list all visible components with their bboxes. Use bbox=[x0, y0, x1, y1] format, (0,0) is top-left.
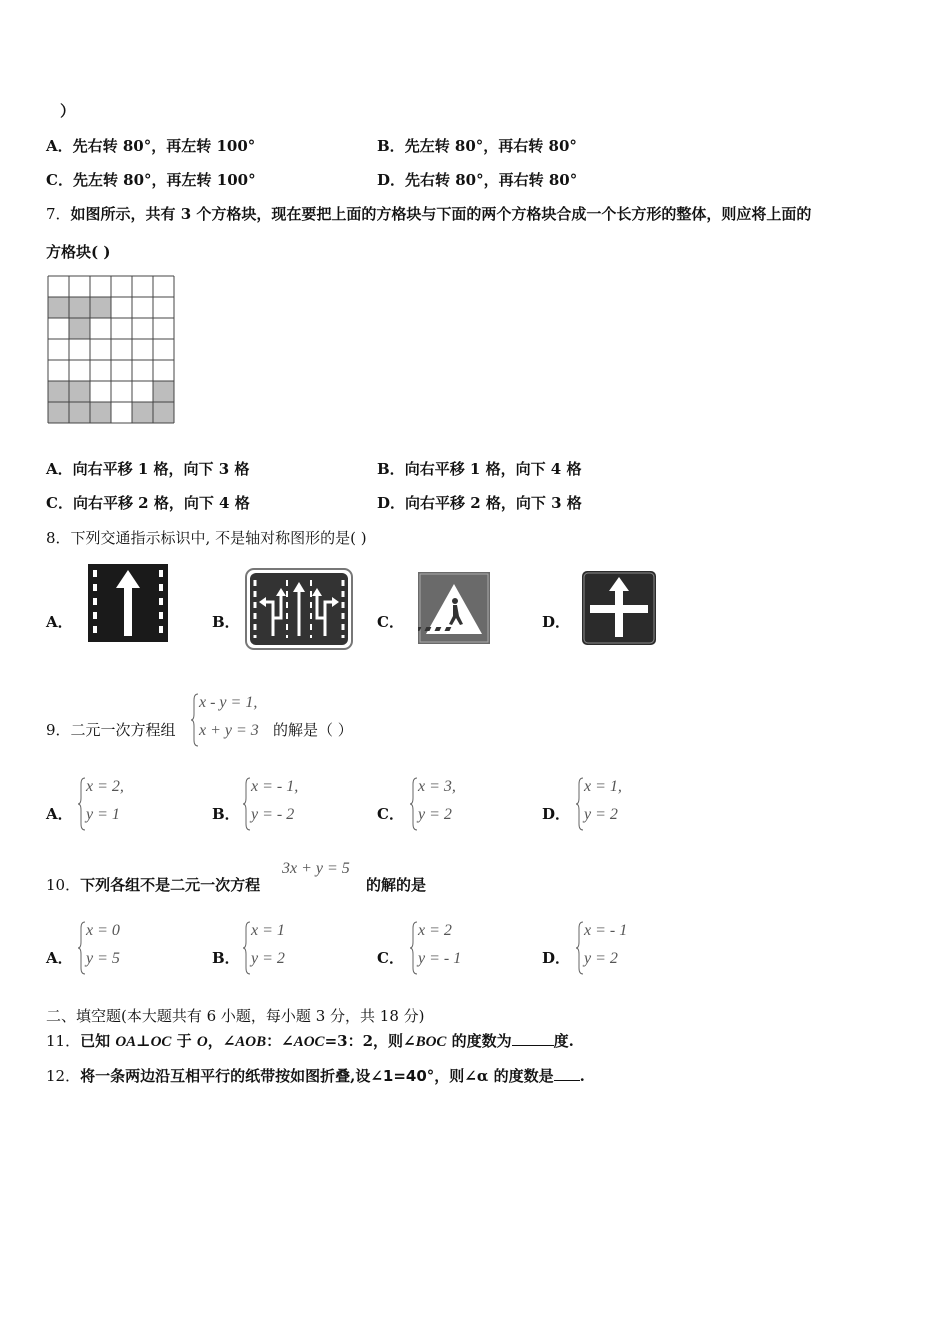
q6-option-c bbox=[46, 169, 256, 190]
option-label: D． bbox=[377, 494, 406, 512]
q9-stem-start bbox=[46, 719, 176, 740]
question-number: 8． bbox=[46, 529, 71, 547]
grid-cell bbox=[90, 297, 111, 318]
q9-stem-end: 的解是（ ） bbox=[273, 721, 353, 739]
option-label: B． bbox=[377, 137, 405, 155]
crossroad-sign-icon bbox=[582, 571, 656, 645]
q11-text-part: ，∠ bbox=[207, 1032, 236, 1050]
grid-cell bbox=[132, 402, 153, 423]
q12-text-part: ，则∠α 的度数是 bbox=[434, 1067, 554, 1085]
question-number: 12． bbox=[46, 1067, 81, 1085]
option-text: 向右平移 1 格，向下 4 格 bbox=[404, 460, 582, 478]
q11-math: AOC bbox=[293, 1034, 325, 1050]
grid-cell bbox=[48, 402, 69, 423]
q9-option-c-system bbox=[410, 776, 490, 832]
option-label: C． bbox=[46, 494, 73, 512]
straight-arrow-lane-sign-icon bbox=[88, 564, 168, 642]
answer-blank[interactable] bbox=[554, 1066, 580, 1081]
q11-math: OC bbox=[150, 1034, 172, 1050]
system-eq1: x = 2 bbox=[418, 922, 452, 939]
system-eq2: y = 2 bbox=[584, 806, 618, 823]
q10-stem-text: 下列各组不是二元一次方程 bbox=[80, 876, 261, 894]
q11-text-part: ⊥ bbox=[136, 1032, 151, 1050]
q12-text-part: . bbox=[579, 1067, 585, 1085]
brace-icon bbox=[243, 776, 251, 832]
q11-text-part: =3：2，则∠ bbox=[324, 1032, 416, 1050]
q8-stem-text: 下列交通指示标识中, 不是轴对称图形的是( ) bbox=[70, 529, 367, 547]
option-text: 向右平移 2 格，向下 3 格 bbox=[405, 494, 582, 512]
brace-icon bbox=[78, 920, 86, 976]
system-eq2: y = 2 bbox=[418, 806, 452, 823]
q9-option-c-label: C． bbox=[377, 805, 404, 823]
system-eq1: x = 2, bbox=[86, 778, 124, 795]
q11-text-part: 度. bbox=[553, 1032, 574, 1050]
brace-icon bbox=[410, 776, 418, 832]
q12-text-part: 将一条两边沿互相平行的纸带按如图折叠,设∠ bbox=[80, 1067, 383, 1085]
grid-cell bbox=[69, 318, 90, 339]
grid-cell bbox=[69, 381, 90, 402]
option-text: 先左转 80°，再右转 80° bbox=[404, 137, 577, 155]
q10-option-b-system bbox=[243, 920, 323, 976]
system-eq1: x = 0 bbox=[86, 922, 120, 939]
q12-stem bbox=[46, 1065, 585, 1086]
grid-cell bbox=[153, 381, 174, 402]
grid-cell bbox=[90, 402, 111, 423]
q6-option-a bbox=[46, 135, 255, 156]
pedestrian-crossing-sign-icon bbox=[418, 572, 490, 644]
q11-math: O bbox=[196, 1034, 208, 1050]
q10-option-b-label: B． bbox=[212, 949, 240, 967]
q11-math: BOC bbox=[415, 1034, 447, 1050]
grid-cell bbox=[48, 381, 69, 402]
system-eq1: x = 1 bbox=[251, 922, 285, 939]
option-text: 先右转 80°，再左转 100° bbox=[72, 137, 256, 155]
system-eq2: y = - 2 bbox=[251, 806, 295, 823]
system-eq1: x = 1, bbox=[584, 778, 622, 795]
system-eq2: y = 2 bbox=[251, 950, 285, 967]
brace-icon bbox=[410, 920, 418, 976]
system-eq2: y = 1 bbox=[86, 806, 120, 823]
grid-cell bbox=[69, 402, 90, 423]
q9-stem-text: 二元一次方程组 bbox=[70, 721, 176, 739]
option-label: B． bbox=[377, 460, 405, 478]
q12-angle-value: 1=40° bbox=[382, 1067, 435, 1085]
question-number: 7． bbox=[46, 205, 71, 223]
answer-blank[interactable] bbox=[512, 1031, 554, 1046]
q10-equation: 3x + y = 5 bbox=[282, 860, 350, 877]
brace-icon bbox=[576, 920, 584, 976]
q8-option-d-label: D． bbox=[542, 613, 571, 631]
grid-figure bbox=[46, 274, 178, 424]
option-text: 向右平移 1 格，向下 3 格 bbox=[72, 460, 250, 478]
q7-stem-text: 如图所示，共有 3 个方格块，现在要把上面的方格块与下面的两个方格块合成一个长方形的整体，则应将上面的 bbox=[70, 205, 812, 223]
q10-stem-end: 的解的是 bbox=[366, 876, 427, 894]
q9-option-d-label: D． bbox=[542, 805, 571, 823]
q9-option-a-label: A． bbox=[46, 805, 73, 823]
q10-option-a-label: A． bbox=[46, 949, 73, 967]
q11-stem bbox=[46, 1030, 574, 1051]
question-number: 9． bbox=[46, 721, 71, 739]
question-number: 11． bbox=[46, 1032, 81, 1050]
option-label: A． bbox=[46, 460, 73, 478]
q11-math: AOB bbox=[235, 1034, 267, 1050]
system-eq2: y = 5 bbox=[86, 950, 120, 967]
q8-option-c-label: C． bbox=[377, 613, 404, 631]
system-eq1: x = 3, bbox=[418, 778, 456, 795]
q9-option-b-system bbox=[243, 776, 333, 832]
q7-stem-line1 bbox=[46, 203, 811, 224]
system-eq1: x - y = 1, bbox=[199, 694, 258, 711]
option-text: 向右平移 2 格，向下 4 格 bbox=[72, 494, 250, 512]
q6-option-b bbox=[377, 135, 577, 156]
q10-option-c-label: C． bbox=[377, 949, 404, 967]
q8-option-b-label: B． bbox=[212, 613, 240, 631]
q8-stem bbox=[46, 527, 367, 548]
q11-text-part: ：∠ bbox=[266, 1032, 294, 1050]
system-eq2: y = 2 bbox=[584, 950, 618, 967]
q9-option-b-label: B． bbox=[212, 805, 240, 823]
q11-math: OA bbox=[115, 1034, 137, 1050]
q10-option-d-label: D． bbox=[542, 949, 571, 967]
grid-cell bbox=[153, 402, 174, 423]
q7-option-a bbox=[46, 458, 249, 479]
q8-option-a-label: A． bbox=[46, 613, 73, 631]
option-label: C． bbox=[46, 171, 73, 189]
q7-option-c bbox=[46, 492, 250, 513]
q10-option-a-system bbox=[78, 920, 158, 976]
option-label: D． bbox=[377, 171, 406, 189]
q9-option-a-system bbox=[78, 776, 158, 832]
system-eq2: y = - 1 bbox=[418, 950, 462, 967]
q11-text-part: 于 bbox=[171, 1032, 197, 1050]
brace-icon bbox=[78, 776, 86, 832]
q9-option-d-system bbox=[576, 776, 656, 832]
brace-icon bbox=[576, 776, 584, 832]
system-eq1: x = - 1 bbox=[584, 922, 628, 939]
option-text: 先左转 80°，再左转 100° bbox=[72, 171, 256, 189]
lane-direction-sign-icon bbox=[245, 568, 353, 650]
q6-option-d bbox=[377, 169, 577, 190]
option-text: 先右转 80°，再右转 80° bbox=[405, 171, 578, 189]
q11-text-part: 的度数为 bbox=[446, 1032, 512, 1050]
option-label: A． bbox=[46, 137, 73, 155]
q10-stem-start bbox=[46, 874, 260, 895]
q7-stem-line2: 方格块( ) bbox=[46, 243, 111, 261]
q10-option-d-system bbox=[576, 920, 666, 976]
q7-option-d bbox=[377, 492, 582, 513]
question-number: 10． bbox=[46, 876, 81, 894]
q7-option-b bbox=[377, 458, 581, 479]
q6-closing-paren: ） bbox=[60, 102, 76, 120]
grid-cell bbox=[48, 297, 69, 318]
q9-equation-system bbox=[191, 692, 271, 748]
grid-cell bbox=[69, 297, 90, 318]
brace-icon bbox=[191, 692, 199, 748]
system-eq1: x = - 1, bbox=[251, 778, 299, 795]
section-2-title: 二、填空题(本大题共有 6 小题，每小题 3 分，共 18 分) bbox=[46, 1007, 425, 1025]
system-eq2: x + y = 3 bbox=[199, 722, 259, 739]
q11-text-part: 已知 bbox=[80, 1032, 116, 1050]
q10-option-c-system bbox=[410, 920, 500, 976]
brace-icon bbox=[243, 920, 251, 976]
